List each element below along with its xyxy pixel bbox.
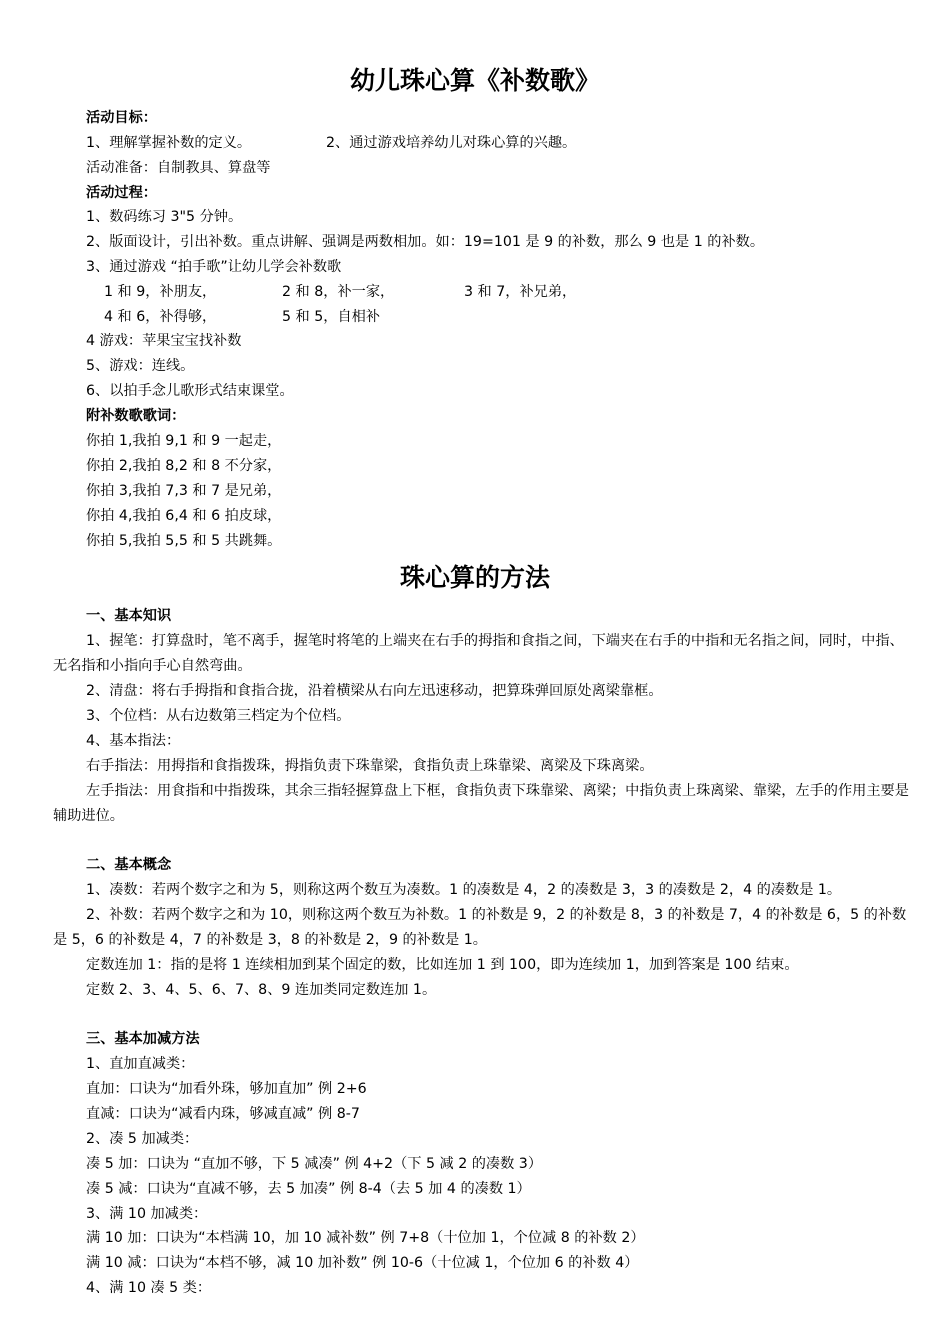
prep-line: 活动准备：自制教具、算盘等 <box>86 160 271 176</box>
step-5: 5、游戏：连线。 <box>86 358 195 374</box>
section-heading-2: 二、基本概念 <box>86 857 172 873</box>
pair-3-7: 3 和 7，补兄弟， <box>464 284 577 300</box>
section-heading-1: 一、基本知识 <box>86 608 172 624</box>
method-line: 凑 5 加：口诀为 “直加不够，下 5 减凑” 例 4+2（下 5 减 2 的凑数 3） <box>86 1156 543 1172</box>
method-line: 3、满 10 加减类： <box>86 1206 208 1222</box>
lyric-line: 你拍 4,我拍 6,4 和 6 拍皮球， <box>86 508 282 524</box>
pair-row-2 <box>104 305 381 329</box>
goal-2: 2、通过游戏培养幼儿对珠心算的兴趣。 <box>326 135 577 151</box>
pair-1-9: 1 和 9，补朋友， <box>104 284 217 300</box>
paragraph-left-hand: 左手指法：用食指和中指拨珠，其余三指轻握算盘上下框，食指负责下珠靠梁、离梁；中指负责上珠离梁、靠梁，左手的作用主要是辅助进位。 <box>53 783 909 824</box>
lyrics-label: 附补数歌歌词： <box>86 408 186 424</box>
method-line: 凑 5 减：口诀为“直减不够，去 5 加凑” 例 8-4（去 5 加 4 的凑数 1） <box>86 1181 531 1197</box>
lyric-line: 你拍 1,我拍 9,1 和 9 一起走， <box>86 433 282 449</box>
paragraph-units-rod: 3、个位档：从右边数第三档定为个位档。 <box>86 708 351 724</box>
paragraph-ten-complement: 2、补数：若两个数字之和为 10，则称这两个数互为补数。1 的补数是 9，2 的补数是 8，3 的补数是 7，4 的补数是 6，5 的补数是 5，6 的补数是 4，7 的补数是 3，8 的补数是 2，9 的补数是 1。 <box>53 907 907 948</box>
method-line: 1、直加直减类： <box>86 1056 195 1072</box>
method-line: 直加：口诀为“加看外珠，够加直加” 例 2+6 <box>86 1081 367 1097</box>
goal-label: 活动目标： <box>86 110 157 126</box>
paragraph-clear: 2、清盘：将右手拇指和食指合拢，沿着横梁从右向左迅速移动，把算珠弹回原处离梁靠框。 <box>86 683 663 699</box>
paragraph-fixed-add-others: 定数 2、3、4、5、6、7、8、9 连加类同定数连加 1。 <box>86 982 437 998</box>
step-6: 6、以拍手念儿歌形式结束课堂。 <box>86 383 294 399</box>
pair-5-5: 5 和 5，自相补 <box>282 309 381 325</box>
goal-1: 1、理解掌握补数的定义。 <box>86 135 252 151</box>
paragraph-fingering: 4、基本指法： <box>86 733 181 749</box>
method-line: 满 10 减：口诀为“本档不够，减 10 加补数” 例 10-6（十位减 1，个位加 6 的补数 4） <box>86 1255 639 1271</box>
step-3: 3、通过游戏 “拍手歌”让幼儿学会补数歌 <box>86 259 342 275</box>
process-label: 活动过程： <box>86 185 157 201</box>
paragraph-right-hand: 右手指法：用拇指和食指拨珠，拇指负责下珠靠梁，食指负责上珠靠梁、离梁及下珠离梁。 <box>86 758 654 774</box>
lyric-line: 你拍 2,我拍 8,2 和 8 不分家， <box>86 458 282 474</box>
pair-2-8: 2 和 8，补一家， <box>282 284 395 300</box>
step-1: 1、数码练习 3"5 分钟。 <box>86 209 243 225</box>
lyric-line: 你拍 3,我拍 7,3 和 7 是兄弟， <box>86 483 282 499</box>
section-heading-3: 三、基本加减方法 <box>86 1031 200 1047</box>
step-4: 4 游戏：苹果宝宝找补数 <box>86 333 242 349</box>
lyric-line: 你拍 5,我拍 5,5 和 5 共跳舞。 <box>86 533 282 549</box>
method-line: 4、满 10 凑 5 类： <box>86 1280 212 1296</box>
method-line: 满 10 加：口诀为“本档满 10，加 10 减补数” 例 7+8（十位加 1，个位减 8 的补数 2） <box>86 1230 645 1246</box>
step-2: 2、版面设计，引出补数。重点讲解、强调是两数相加。如：19=101 是 9 的补数，那么 9 也是 1 的补数。 <box>86 234 765 250</box>
paragraph-fixed-add: 定数连加 1：指的是将 1 连续相加到某个固定的数，比如连加 1 到 100，即为连续加 1，加到答案是 100 结束。 <box>86 957 799 973</box>
paragraph-grip: 1、握笔：打算盘时，笔不离手，握笔时将笔的上端夹在右手的拇指和食指之间，下端夹在右手的中指和无名指之间，同时，中指、无名指和小指向手心自然弯曲。 <box>53 633 904 674</box>
method-line: 2、凑 5 加减类： <box>86 1131 199 1147</box>
page-title: 幼儿珠心算《补数歌》 <box>349 66 600 95</box>
method-line: 直减：口诀为“减看内珠，够减直减” 例 8-7 <box>86 1106 360 1122</box>
pair-4-6: 4 和 6，补得够， <box>104 309 217 325</box>
pair-row-1 <box>104 280 577 304</box>
goal-line <box>86 131 577 155</box>
paragraph-five-complement: 1、凑数：若两个数字之和为 5，则称这两个数互为凑数。1 的凑数是 4，2 的凑数是 3，3 的凑数是 2，4 的凑数是 1。 <box>86 882 842 898</box>
section-title: 珠心算的方法 <box>399 563 550 592</box>
